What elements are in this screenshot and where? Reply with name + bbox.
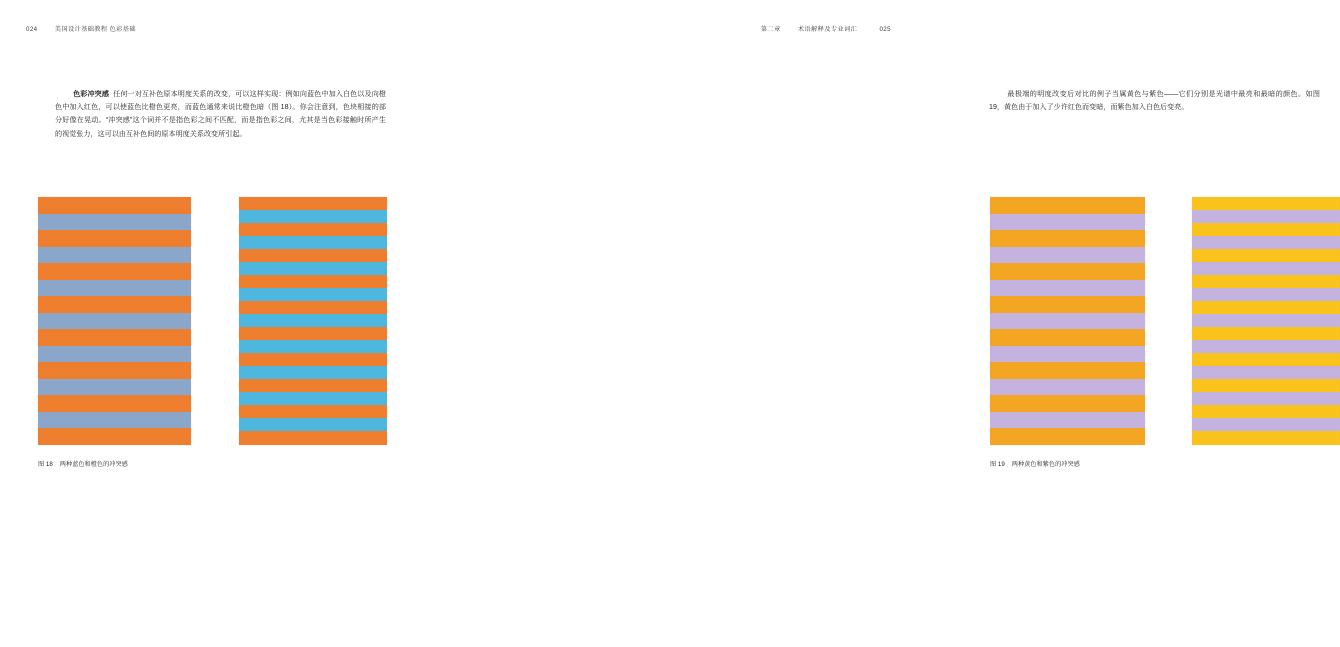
color-stripe xyxy=(239,210,387,223)
color-stripe xyxy=(990,230,1145,247)
color-stripe xyxy=(1192,353,1340,366)
color-stripe xyxy=(38,313,191,329)
color-stripe xyxy=(38,214,191,230)
color-stripe xyxy=(38,362,191,379)
color-stripe xyxy=(38,412,191,428)
color-stripe xyxy=(1192,314,1340,327)
color-stripe xyxy=(990,428,1145,445)
color-stripe xyxy=(239,262,387,275)
stripe-block xyxy=(990,197,1145,445)
color-stripe xyxy=(990,412,1145,428)
left-paragraph: 任何一对互补色原本明度关系的改变，可以这样实现：例如向蓝色中加入白色以及向橙色中加入红色，可以使蓝色比橙色更亮，而蓝色通常来说比橙色暗（图 18）。你会注意到，色块相接的部分好像在晃动。“冲突感”这个词并不是指色彩之间不匹配，而是指色彩之间，尤其是当色彩接触时所产生的视觉张力，这可以由互补色间的原本明度关系改变所引起。 xyxy=(55,90,387,138)
color-stripe xyxy=(990,280,1145,296)
color-stripe xyxy=(990,263,1145,280)
color-stripe xyxy=(1192,340,1340,353)
color-stripe xyxy=(1192,210,1340,223)
figure-19-caption xyxy=(990,459,1080,468)
right-folio: 025 xyxy=(879,26,891,33)
color-stripe xyxy=(38,379,191,395)
color-stripe xyxy=(239,418,387,431)
figure-19-block-a xyxy=(990,197,1145,445)
color-stripe xyxy=(38,263,191,280)
color-stripe xyxy=(38,280,191,296)
color-stripe xyxy=(1192,366,1340,379)
color-stripe xyxy=(38,197,191,214)
right-running-head-text: 术语解释及专业词汇 xyxy=(797,26,858,33)
color-stripe xyxy=(38,329,191,346)
color-stripe xyxy=(239,288,387,301)
figure-18-caption xyxy=(38,459,128,468)
color-stripe xyxy=(38,247,191,263)
stripe-block xyxy=(239,197,387,445)
figure-19-caption-number: 图 19 xyxy=(990,461,1005,468)
color-stripe xyxy=(990,247,1145,263)
figure-18-caption-text: 两种蓝色和橙色的冲突感 xyxy=(59,461,128,468)
color-stripe xyxy=(239,431,387,445)
stripe-block xyxy=(1192,197,1340,445)
color-stripe xyxy=(239,327,387,340)
color-stripe xyxy=(990,395,1145,412)
color-stripe xyxy=(239,275,387,288)
color-stripe xyxy=(1192,431,1340,445)
right-paragraph: 最极端的明度改变后对比的例子当属黄色与紫色——它们分别是光谱中最亮和最暗的颜色。如图 19，黄色由于加入了少许红色而变暗，而紫色加入白色后变亮。 xyxy=(989,90,1320,112)
color-stripe xyxy=(239,301,387,314)
color-stripe xyxy=(990,329,1145,346)
color-stripe xyxy=(38,428,191,445)
color-stripe xyxy=(990,313,1145,329)
color-stripe xyxy=(239,340,387,353)
color-stripe xyxy=(990,362,1145,379)
color-stripe xyxy=(1192,197,1340,210)
color-stripe xyxy=(1192,262,1340,275)
color-stripe xyxy=(1192,418,1340,431)
right-running-head xyxy=(761,24,891,33)
figure-18-block-a xyxy=(38,197,191,445)
color-stripe xyxy=(1192,288,1340,301)
color-stripe xyxy=(239,405,387,418)
left-lead-in: 色彩冲突感 xyxy=(73,90,110,98)
color-stripe xyxy=(990,296,1145,313)
stripe-block xyxy=(38,197,191,445)
color-stripe xyxy=(38,230,191,247)
color-stripe xyxy=(990,346,1145,362)
left-running-head-text: 美国设计基础教程 色彩基础 xyxy=(54,26,136,33)
color-stripe xyxy=(239,379,387,392)
color-stripe xyxy=(239,236,387,249)
color-stripe xyxy=(38,395,191,412)
figure-19-block-b xyxy=(1192,197,1340,445)
color-stripe xyxy=(990,197,1145,214)
color-stripe xyxy=(239,197,387,210)
figure-18-block-b xyxy=(239,197,387,445)
color-stripe xyxy=(990,214,1145,230)
color-stripe xyxy=(239,366,387,379)
color-stripe xyxy=(1192,405,1340,418)
color-stripe xyxy=(1192,275,1340,288)
color-stripe xyxy=(1192,223,1340,236)
color-stripe xyxy=(1192,379,1340,392)
color-stripe xyxy=(1192,301,1340,314)
right-running-head-chapter: 第二章 xyxy=(760,26,781,33)
color-stripe xyxy=(239,353,387,366)
figure-19-caption-text: 两种黄色和紫色的冲突感 xyxy=(1011,461,1080,468)
color-stripe xyxy=(239,249,387,262)
left-running-head xyxy=(26,24,136,33)
color-stripe xyxy=(239,223,387,236)
left-body-text xyxy=(55,88,386,141)
color-stripe xyxy=(239,392,387,405)
color-stripe xyxy=(239,314,387,327)
color-stripe xyxy=(1192,392,1340,405)
color-stripe xyxy=(1192,236,1340,249)
color-stripe xyxy=(1192,249,1340,262)
left-page xyxy=(0,0,458,647)
color-stripe xyxy=(38,296,191,313)
color-stripe xyxy=(38,346,191,362)
color-stripe xyxy=(1192,327,1340,340)
right-body-text xyxy=(989,88,1320,114)
left-folio: 024 xyxy=(26,26,38,33)
color-stripe xyxy=(990,379,1145,395)
right-page xyxy=(459,0,1320,647)
figure-18-caption-number: 图 18 xyxy=(38,461,53,468)
